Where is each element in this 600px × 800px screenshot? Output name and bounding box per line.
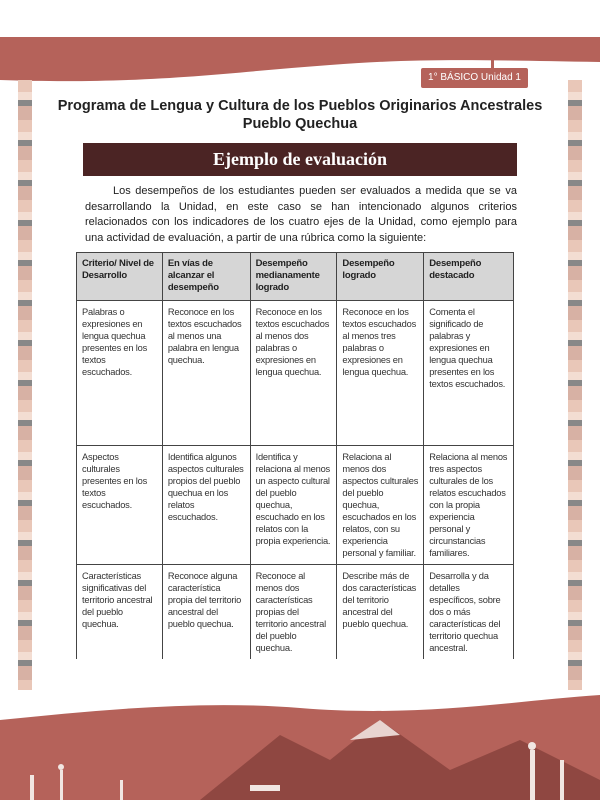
section-heading: Ejemplo de evaluación bbox=[83, 143, 517, 176]
cell: Palabras o expresiones en lengua quechua presentes en los textos escuchados. bbox=[77, 301, 163, 446]
cell: Identifica y relaciona al menos un aspecto cultural del pueblo quechua, escuchado en los relatos con la propia experiencia. bbox=[250, 446, 337, 565]
rubric-table bbox=[76, 252, 514, 659]
table-row bbox=[77, 446, 514, 565]
people-title: Pueblo Quechua bbox=[242, 116, 358, 132]
footer-landscape bbox=[0, 680, 600, 800]
table-row bbox=[77, 565, 514, 660]
cell: Identifica algunos aspectos culturales propios del pueblo quechua en los relatos escuchados. bbox=[162, 446, 250, 565]
cell: Aspectos culturales presentes en los textos escuchados. bbox=[77, 446, 163, 565]
header-cell: Desempeño destacado bbox=[424, 253, 514, 301]
cell: Reconoce alguna característica propia del territorio ancestral del pueblo quechua. bbox=[162, 565, 250, 660]
left-decorative-border bbox=[18, 80, 32, 690]
cell: Características significativas del territorio ancestral del pueblo quechua. bbox=[77, 565, 163, 660]
right-decorative-border bbox=[568, 80, 582, 690]
header-cell: Desempeño medianamente logrado bbox=[250, 253, 337, 301]
header-cell: En vías de alcanzar el desempeño bbox=[162, 253, 250, 301]
cell: Comenta el significado de palabras y expresiones en lengua quechua presentes en los textos escuchados. bbox=[424, 301, 514, 446]
intro-paragraph: Los desempeños de los estudiantes pueden ser evaluados a medida que se va desarrollando la Unidad, en este caso se han intencionado algunos criterios relacionados con los indicadores de los cuatro ejes de la Unidad, como ejemplo para una actividad de evaluación, a partir de una rúbrica como la siguiente: bbox=[85, 185, 517, 244]
cell: Relaciona al menos tres aspectos culturales de los relatos escuchados con la propia experiencia personal y circunstancias familiares. bbox=[424, 446, 514, 565]
cell: Reconoce en los textos escuchados al menos una palabra en lengua quechua. bbox=[162, 301, 250, 446]
header-cell: Criterio/ Nivel de Desarrollo bbox=[77, 253, 163, 301]
cell: Relaciona al menos dos aspectos culturales del pueblo quechua, escuchados en los relatos, con su experiencia personal y familiar. bbox=[337, 446, 424, 565]
program-title: Programa de Lengua y Cultura de los Pueblos Originarios Ancestrales bbox=[57, 98, 543, 114]
cell: Reconoce al menos dos características propias del territorio ancestral del pueblo quechua. bbox=[250, 565, 337, 660]
header-cell: Desempeño logrado bbox=[337, 253, 424, 301]
grade-unit-badge: 1° BÁSICO Unidad 1 bbox=[421, 68, 528, 88]
cell: Reconoce en los textos escuchados al menos dos palabras o expresiones en lengua quechua. bbox=[250, 301, 337, 446]
cell: Reconoce en los textos escuchados al menos tres palabras o expresiones en lengua quechua. bbox=[337, 301, 424, 446]
cell: Desarrolla y da detalles específicos, sobre dos o más características del territorio quechua ancestral. bbox=[424, 565, 514, 660]
cell: Describe más de dos características del territorio ancestral del pueblo quechua. bbox=[337, 565, 424, 660]
table-row bbox=[77, 301, 514, 446]
